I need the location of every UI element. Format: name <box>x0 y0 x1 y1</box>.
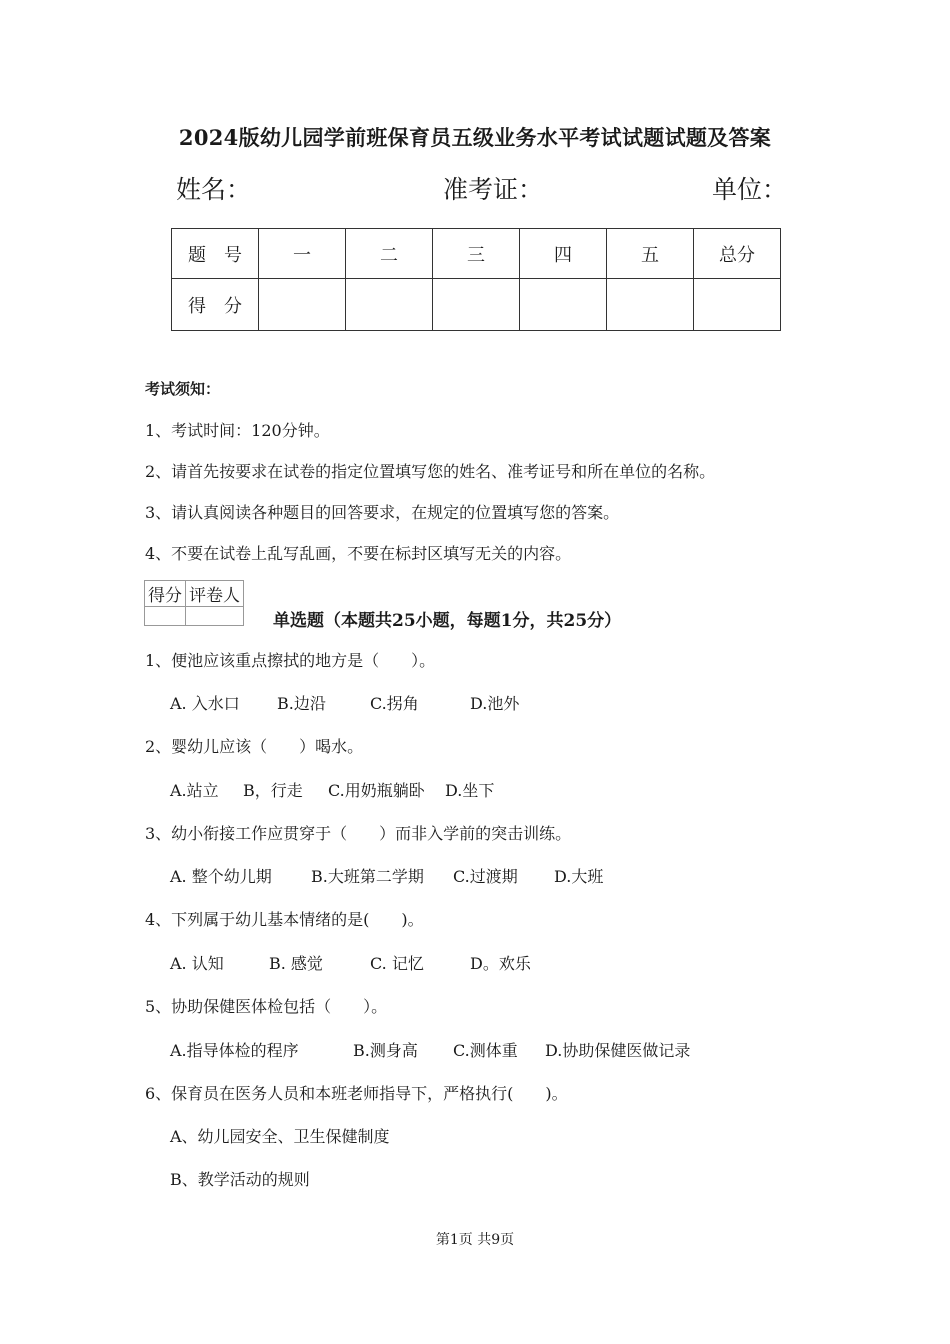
question-option: B，行走 <box>243 781 303 800</box>
question-stem: 5、协助保健医体检包括（ ）。 <box>145 997 388 1016</box>
grader-box-grader-label: 评卷人 <box>186 581 244 607</box>
question-option: A.站立 <box>170 781 219 800</box>
score-cell <box>520 279 607 331</box>
question-option: D.协助保健医做记录 <box>545 1041 691 1060</box>
question-option: C.用奶瓶躺卧 <box>328 781 425 800</box>
score-table-header-cell: 题 号 <box>172 229 259 279</box>
score-table <box>171 228 781 331</box>
question-option: B.大班第二学期 <box>311 867 424 886</box>
question-option: B.边沿 <box>277 694 326 713</box>
grader-box <box>144 580 244 626</box>
score-cell <box>694 279 781 331</box>
score-table-header-cell: 四 <box>520 229 607 279</box>
unit-field-label: 单位： <box>712 175 788 204</box>
question-option: A、幼儿园安全、卫生保健制度 <box>170 1127 390 1146</box>
notice-item: 2、请首先按要求在试卷的指定位置填写您的姓名、准考证号和所在单位的名称。 <box>145 462 716 481</box>
question-stem: 2、婴幼儿应该（ ）喝水。 <box>145 737 364 756</box>
question-option: D.池外 <box>470 694 520 713</box>
name-field-label: 姓名： <box>176 175 252 204</box>
score-cell <box>259 279 346 331</box>
page-title: 2024版幼儿园学前班保育员五级业务水平考试试题试题及答案 <box>178 125 772 150</box>
grader-box-score-label: 得分 <box>145 581 186 607</box>
score-table-header-cell: 五 <box>607 229 694 279</box>
score-table-header-cell: 二 <box>346 229 433 279</box>
question-option: C.过渡期 <box>453 867 518 886</box>
score-cell <box>346 279 433 331</box>
grader-box-score-cell <box>145 607 186 626</box>
notice-title: 考试须知： <box>145 380 221 398</box>
question-option: A. 认知 <box>170 954 224 973</box>
question-stem: 6、保育员在医务人员和本班老师指导下，严格执行( )。 <box>145 1084 568 1103</box>
question-option: C. 记忆 <box>370 954 424 973</box>
score-table-header-cell: 一 <box>259 229 346 279</box>
score-table-header-cell: 三 <box>433 229 520 279</box>
question-option: D.坐下 <box>445 781 495 800</box>
question-option: A. 整个幼儿期 <box>170 867 272 886</box>
page-footer: 第1页 共9页 <box>435 1232 515 1248</box>
score-table-header-cell: 总分 <box>694 229 781 279</box>
question-option: C.拐角 <box>370 694 419 713</box>
question-stem: 3、幼小衔接工作应贯穿于（ ）而非入学前的突击训练。 <box>145 824 572 843</box>
notice-item: 4、不要在试卷上乱写乱画，不要在标封区填写无关的内容。 <box>145 544 572 563</box>
score-table-score-row <box>172 279 781 331</box>
question-option: B. 感觉 <box>269 954 323 973</box>
score-table-header-row <box>172 229 781 279</box>
question-option: A.指导体检的程序 <box>170 1041 299 1060</box>
section-title: 单选题（本题共25小题，每题1分，共25分） <box>273 611 622 631</box>
question-option: A. 入水口 <box>170 694 240 713</box>
question-option: B.测身高 <box>353 1041 418 1060</box>
question-stem: 1、便池应该重点擦拭的地方是（ ）。 <box>145 651 436 670</box>
score-cell <box>433 279 520 331</box>
grader-box-grader-cell <box>186 607 244 626</box>
notice-item: 3、请认真阅读各种题目的回答要求，在规定的位置填写您的答案。 <box>145 503 620 522</box>
notice-item: 1、考试时间：120分钟。 <box>145 421 330 440</box>
question-option: D。欢乐 <box>470 954 531 973</box>
question-option: D.大班 <box>554 867 604 886</box>
question-option: C.测体重 <box>453 1041 518 1060</box>
exam-number-field-label: 准考证： <box>443 175 544 204</box>
score-table-row-label: 得 分 <box>172 279 259 331</box>
score-cell <box>607 279 694 331</box>
question-stem: 4、下列属于幼儿基本情绪的是( )。 <box>145 910 424 929</box>
question-option: B、教学活动的规则 <box>170 1170 310 1189</box>
